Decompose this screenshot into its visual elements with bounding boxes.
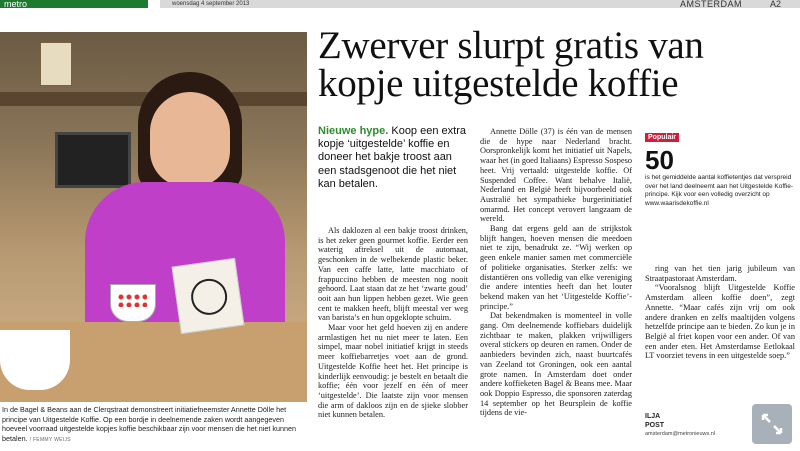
popular-tag: Populair: [645, 133, 679, 142]
article-photo: [0, 32, 307, 402]
paragraph: ring van het tien jarig jubileum van Straatpastoraat Amsterdam.: [645, 264, 795, 283]
popular-box: [645, 126, 795, 208]
caption-text: In de Bagel & Beans aan de Clerqstraat demonstreert initiatiefneemster Annette Dölle het principe van Uitgestelde Koffie. Op een bordje in deelnemende zaken wordt aangegeven hoeveel voorraad uitgestelde kopjes koffie beschikbaar zijn voor mensen die het niet kunnen betalen.: [2, 405, 296, 443]
paragraph: Maar voor het geld hoeven zij en andere armlastigen het nu niet meer te laten. Een simpel, maar nobel initiatief krijgt in steeds meer koffiebarretjes voet aan de grond. Uitgestelde Koffie heet het. Het principe is kinderlijk eenvoudig: je bestelt en betaalt die koffie; één voor jezelf en één of meer ‘uitgestelde’. Die laatste zijn voor mensen die arm of dakloos zijn en de sjieke slobber niet kunnen betalen.: [318, 323, 468, 420]
paragraph: Als daklozen al een bakje troost drinken, is het zeker geen gourmet koffie. Eerder een waterig aftreksel uit de automaat, geschonken in de welbekende plastic beker. Van een caffe latte, latte macchiato of frappuccino hebben de meesten nog nooit gehoord. Laat staan dat ze het ‘zwarte goud’ ooit aan hun lippen hebben gezet. Wie geen cent te makken heeft, blijft meestal ver weg van barista’s en hun opgeklopte schuim.: [318, 226, 468, 323]
popular-description: is het gemiddelde aantal koffietentjes dat verspreid over het land deelneemt aan het Uitgestelde Koffie-principe. Kijk voor een volledig overzicht op www.waarisdekoffie.nl: [645, 174, 794, 207]
photo-caption: [0, 402, 307, 451]
paragraph: Bang dat ergens geld aan de strijkstok blijft hangen, hoeven mensen die meedoen niet te zijn, benadrukt ze. “Wij werken op geen enkele manier samen met commerciële of politieke organisaties. Sterker zelfs: we distantiëren ons volledig van elke vereniging die andere intenties heeft dan het louter bekend maken van het ‘Uitgestelde Koffie’-principe.”: [480, 224, 632, 311]
paragraph: “Vooralsnog blijft Uitgestelde Koffie Amsterdam alleen koffie doen”, zegt Annette. “Maar cafés zijn vrij om ook andere dranken en zelfs maaltijden volgens hetzelfde principe aan te bieden. Zo kun je in België al friet kopen voor een ander. Of van een ander eten. Het Amsterdamse Eetlokaal LT voorziet tevens in een uitgestelde soep.”: [645, 283, 795, 361]
column-3: [645, 264, 795, 361]
cup-pattern: [117, 293, 147, 307]
expand-arrows-icon: [760, 412, 784, 436]
paragraph: Annette Dölle (37) is één van de mensen die de hype naar Nederland bracht. Oorspronkelijk komt het initiatief uit Napels, waar het (in goed Italiaans) Espresso Sospeso heet. Vrij vertaald: uitgestelde koffie. Of Suspended Coffee. Want behalve Italië, Nederland en België heeft bijvoorbeeld ook Australië het sympathieke burgerinitiatief omarmd. Het concept verovert langzaam de wereld.: [480, 127, 632, 224]
author-email: amsterdam@metronieuws.nl: [645, 431, 716, 437]
intro-kicker: Nieuwe hype.: [318, 125, 389, 137]
headline: Zwerver slurpt gratis van kopje uitgestelde koffie: [318, 24, 704, 105]
wall-poster: [40, 42, 72, 86]
author-first: ILJA: [645, 413, 661, 420]
foreground-cup: [0, 330, 70, 390]
issue-date: woensdag 4 september 2013: [172, 1, 250, 7]
photo-credit: / FEMMY WEIJS: [29, 436, 71, 443]
page-number: A2: [770, 0, 782, 9]
monitor: [55, 132, 131, 188]
coffee-card: [172, 258, 245, 334]
paragraph: Dat bekendmaken is momenteel in volle gang. Om deelnemende koffiebars duidelijk zichtbaar te maken, plakken vrijwilligers overal stickers op deuren en ramen. Onder de aanbieders bevinden zich, naast buurtcafés van Zeeland tot Groningen, ook een aantal grote namen. In Amsterdam doet onder andere koffieketen Bagel & Beans mee. Maar ook Doppio Espresso, die sponsoren zaterdag 14 september op het Beursplein de koffie tijdens de vie-: [480, 311, 632, 418]
date-band: [160, 0, 800, 8]
column-1: [318, 226, 468, 420]
intro-text: Koop een extra kopje ‘uitgestelde’ koffie en doneer het bakje troost aan een stadsgenoot die het niet kan betalen.: [318, 125, 466, 190]
top-bar: [0, 0, 800, 8]
cup-icon: [189, 277, 230, 318]
author-last: POST: [645, 421, 665, 429]
zoom-button[interactable]: [752, 404, 792, 444]
popular-number: 50: [645, 145, 674, 175]
coffee-cup: [110, 284, 156, 322]
metro-logo: metro: [0, 0, 148, 8]
byline: [645, 413, 755, 439]
column-2: [480, 127, 632, 418]
face: [150, 92, 230, 187]
edition-city: AMSTERDAM: [680, 0, 743, 9]
intro: [318, 125, 468, 191]
